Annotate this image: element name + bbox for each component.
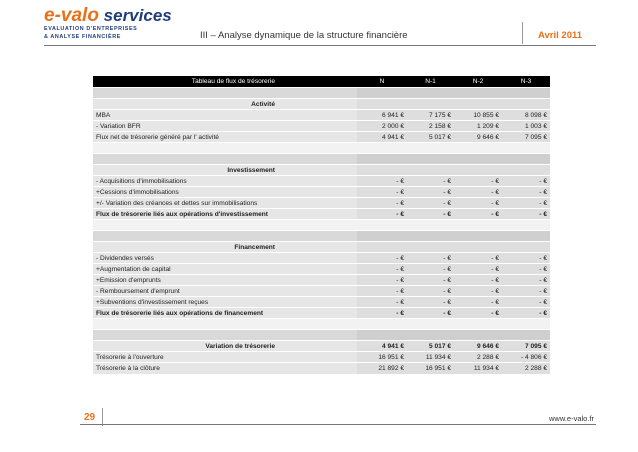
table-row [93,187,550,198]
cell-value: - € [502,286,550,297]
cell-value: - € [454,209,502,220]
cell-value: 8 098 € [502,110,550,121]
cell-value: - € [454,176,502,187]
cell-value: 7 095 € [502,132,550,143]
cell-value: - € [502,308,550,319]
logo-tagline-1: EVALUATION D'ENTREPRISES [44,26,138,32]
table-row [93,275,550,286]
cell-value: 7 095 € [502,341,550,352]
column-header: N-1 [407,76,454,88]
spacer-row [93,88,550,99]
header-date: Avril 2011 [538,30,583,41]
footer-rule [80,424,596,425]
page-title: III – Analyse dynamique de la structure financière [200,30,408,41]
cell-value: - € [502,297,550,308]
section-heading-row [93,99,550,110]
table-row [93,286,550,297]
row-label: +Cessions d'immobilisations [93,187,357,198]
section-heading-row [93,242,550,253]
section-heading: Financement [93,242,357,253]
row-label: - Acquisitions d'immobilisations [93,176,357,187]
row-label: +/- Variation des créances et dettes sur immobilisations [93,198,357,209]
cell-value: - € [407,209,454,220]
row-label: Flux net de trésorerie généré par l' activité [93,132,357,143]
cell-value: - € [357,187,407,198]
spacer-row [93,154,550,165]
cell-value: - € [357,209,407,220]
cell-value: 2 288 € [454,352,502,363]
cell-value: - € [407,297,454,308]
cell-value: - € [454,253,502,264]
section-heading: Investissement [93,165,357,176]
row-label: - Remboursement d'emprunt [93,286,357,297]
column-header: N-2 [454,76,502,88]
cell-value: - € [454,187,502,198]
table-row [93,110,550,121]
cell-value: 5 017 € [407,341,454,352]
cell-value: - € [454,264,502,275]
cell-value: 6 941 € [357,110,407,121]
cell-value: - € [454,286,502,297]
row-label: Flux de trésorerie liés aux opérations de financement [93,308,357,319]
cell-value: 1 003 € [502,121,550,132]
row-label: - Variation BFR [93,121,357,132]
column-header: N [357,76,407,88]
cell-value: 2 288 € [502,363,550,374]
row-label: MBA [93,110,357,121]
cell-value: - € [502,275,550,286]
spacer-row [93,143,550,154]
cell-value: - € [357,308,407,319]
row-label: +Subventions d'investissement reçues [93,297,357,308]
cell-value: 11 934 € [407,352,454,363]
cell-value: 11 934 € [454,363,502,374]
cell-value: - € [502,264,550,275]
cash-flow-table [93,75,550,374]
row-label: +Augmentation de capital [93,264,357,275]
variation-row [93,341,550,352]
cell-value: - € [407,253,454,264]
table-row [93,253,550,264]
table-row [93,121,550,132]
cell-value: - € [454,297,502,308]
cell-value: - € [407,187,454,198]
logo-tagline-2: & ANALYSE FINANCIÈRE [44,33,121,40]
column-header: N-3 [502,76,550,88]
table-row [93,198,550,209]
cell-value: 9 646 € [454,341,502,352]
cell-value: - € [357,286,407,297]
cell-value: - € [407,198,454,209]
row-label: +Emission d'emprunts [93,275,357,286]
section-heading-row [93,165,550,176]
row-label: - Dividendes versés [93,253,357,264]
table-row [93,176,550,187]
footer-url[interactable]: www.e-valo.fr [548,414,594,423]
cell-value: 5 017 € [407,132,454,143]
cell-value: - € [502,176,550,187]
cell-value: - € [407,308,454,319]
spacer-row [93,220,550,231]
header-divider [522,22,523,44]
cell-value: - € [454,308,502,319]
cell-value: - € [407,275,454,286]
cell-value: - € [357,275,407,286]
table-row-total [93,308,550,319]
cell-value: 21 892 € [357,363,407,374]
cell-value: - € [454,275,502,286]
row-label: Trésorerie à l'ouverture [93,352,357,363]
cell-value: - € [357,176,407,187]
cell-value: 7 175 € [407,110,454,121]
spacer-row [93,319,550,330]
cell-value: 16 951 € [357,352,407,363]
table-row [93,264,550,275]
cell-value: 2 000 € [357,121,407,132]
table-row [93,352,550,363]
cell-value: 9 646 € [454,132,502,143]
row-label: Variation de trésorerie [93,341,357,352]
cell-value: - € [357,198,407,209]
cell-value: - € [502,187,550,198]
logo-wordmark: e-valo services [44,5,172,26]
row-label: Trésorerie à la clôture [93,363,357,374]
header-rule [44,45,596,46]
cell-value: - € [502,209,550,220]
cell-value: - € [454,198,502,209]
cell-value: - € [357,253,407,264]
cell-value: - € [502,198,550,209]
table-row [93,297,550,308]
cell-value: - € [407,264,454,275]
row-label: Flux de trésorerie liés aux opérations d'investissement [93,209,357,220]
cell-value: - € [357,264,407,275]
cell-value: - € [502,253,550,264]
cell-value: - 4 806 € [502,352,550,363]
cell-value: - € [407,286,454,297]
spacer-row [93,330,550,341]
table-row-total [93,132,550,143]
table-row [93,363,550,374]
cell-value: 4 941 € [357,341,407,352]
page-number: 29 [84,412,96,423]
cell-value: 4 941 € [357,132,407,143]
table-row-total [93,209,550,220]
cell-value: 2 158 € [407,121,454,132]
cell-value: - € [407,176,454,187]
cell-value: 1 209 € [454,121,502,132]
logo [44,5,172,42]
cell-value: 10 855 € [454,110,502,121]
cell-value: 16 951 € [407,363,454,374]
table-title: Tableau de flux de trésorerie [93,76,357,88]
cell-value: - € [357,297,407,308]
spacer-row [93,231,550,242]
section-heading: Activité [93,99,357,110]
table-header-row [93,76,550,88]
